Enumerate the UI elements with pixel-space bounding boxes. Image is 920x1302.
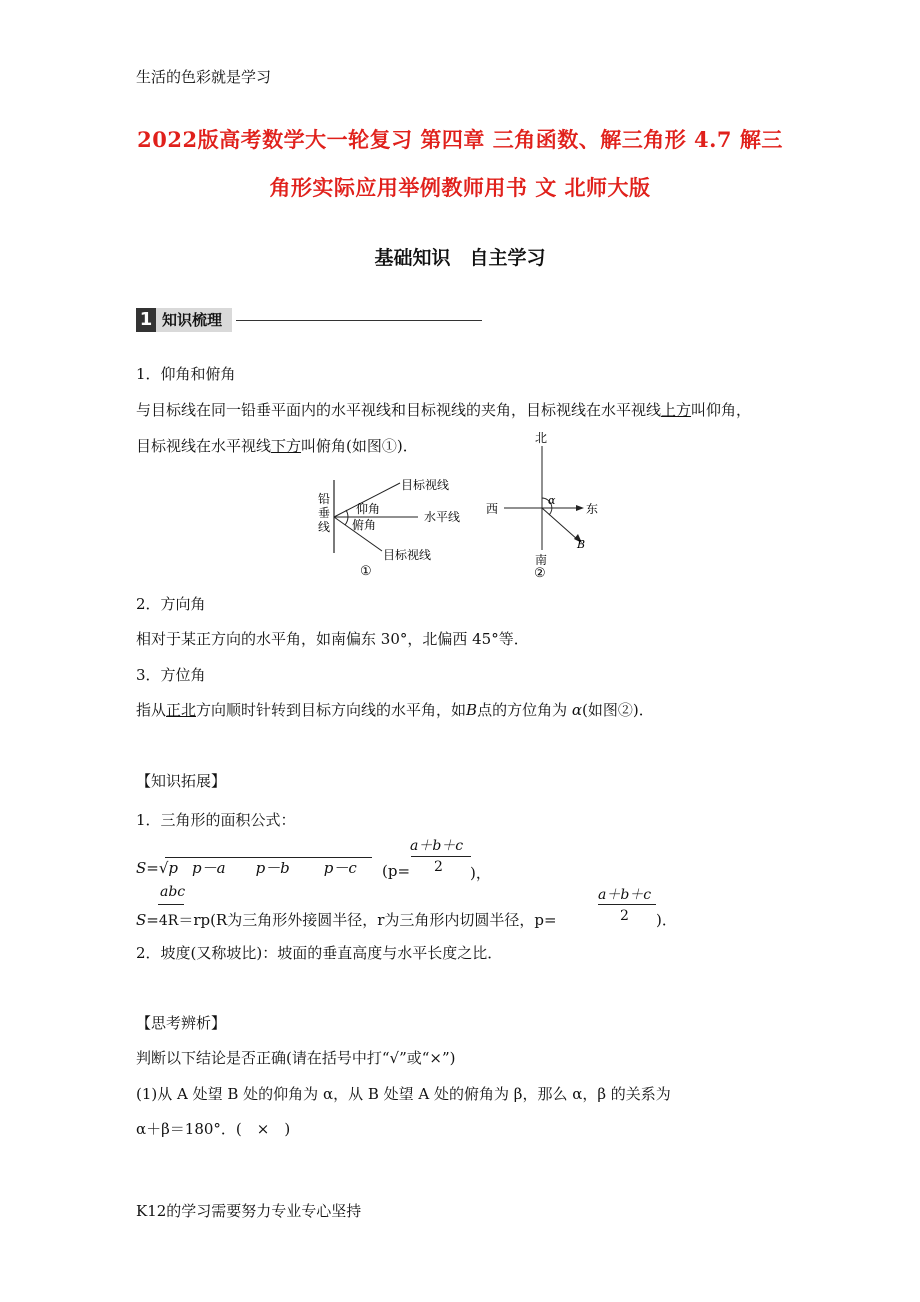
fig1-caption: ① [360,564,372,579]
fig2-east: 东 [586,502,599,516]
page-footer: K12的学习需要努力专业专心坚持 [136,1202,362,1220]
fig2-caption: ② [534,566,546,580]
formula-1-p: (p= [382,862,411,880]
tag-label: 知识梳理 [156,308,232,332]
knowledge-tag [136,308,482,332]
sqrt-overline [165,857,372,858]
formula-1-fracbar [411,856,471,857]
formula-2: S=4R＝rp(R为三角形外接圆半径，r为三角形内切圆半径，p= [136,911,557,929]
think-intro: 判断以下结论是否正确(请在括号中打“√”或“×”) [136,1049,456,1067]
formula-2-fracbar [158,904,184,905]
formula-2-num2: a＋b＋c [598,887,652,903]
s2-heading: 2．方向角 [136,595,206,613]
formula-2-close: )． [656,911,677,929]
formula-1-close: )， [470,864,491,882]
s1-line1: 与目标线在同一铅垂平面内的水平视线和目标视线的夹角，目标视线在水平视线上方叫仰角， [136,401,752,419]
formula-1: S=√p p－a p－b p－c [136,859,357,877]
section-title: 基础知识 自主学习 [374,247,546,269]
fig2-point-b: B [577,538,586,551]
think-q1-line1: (1)从 A 处望 B 处的仰角为 α，从 B 处望 A 处的俯角为 β，那么 α，β 的关系为 [136,1085,671,1103]
formula-2-num: abc [160,884,186,900]
formula-2-den2: 2 [620,908,629,924]
figure-elevation-depression [300,465,480,580]
doc-title-line2: 角形实际应用举例教师用书 文 北师大版 [269,175,651,200]
s1-heading: 1．仰角和俯角 [136,365,236,383]
s1-line2: 目标视线在水平视线下方叫俯角(如图①)． [136,437,418,455]
ext-heading: 【知识拓展】 [136,772,227,790]
page-header: 生活的色彩就是学习 [136,68,272,86]
doc-title-line1: 2022版高考数学大一轮复习 第四章 三角函数、解三角形 4.7 解三 [137,127,783,152]
fig1-vertical-2: 垂 [318,506,331,520]
s2-text: 相对于某正方向的水平角，如南偏东 30°，北偏西 45°等． [136,630,529,648]
underline-north: 正北 [166,701,197,719]
tag-rule [236,320,482,321]
fig1-horizontal: 水平线 [424,510,461,524]
underline-below: 下方 [271,437,302,455]
fig2-west: 西 [486,502,499,516]
formula-2-fracbar2 [598,904,656,905]
think-heading: 【思考辨析】 [136,1014,227,1032]
fig1-vertical-1: 铅 [318,492,331,506]
sqrt-sign: √ [158,859,169,877]
fig1-target-down: 目标视线 [383,548,432,562]
fig2-north: 北 [535,431,548,445]
formula-1-den: 2 [434,859,443,875]
think-q1-line2: α＋β＝180°．( × ) [136,1120,291,1138]
fig2-south: 南 [535,553,548,567]
fig1-depression: 俯角 [352,518,377,532]
tag-number: 1 [136,308,156,332]
s3-text: 指从正北方向顺时针转到目标方向线的水平角，如B点的方位角为 α(如图②)． [136,701,654,719]
ext-item1: 1．三角形的面积公式： [136,811,296,829]
fig2-alpha: α [548,494,556,507]
formula-1-num: a＋b＋c [410,838,464,854]
fig1-vertical-3: 线 [318,520,331,534]
fig1-elevation: 仰角 [356,502,381,516]
fig1-target-up: 目标视线 [401,478,450,492]
underline-above: 上方 [661,401,692,419]
figure-bearing [478,430,608,580]
s3-heading: 3．方位角 [136,666,206,684]
ext-item2: 2．坡度(又称坡比)：坡面的垂直高度与水平长度之比． [136,944,503,962]
